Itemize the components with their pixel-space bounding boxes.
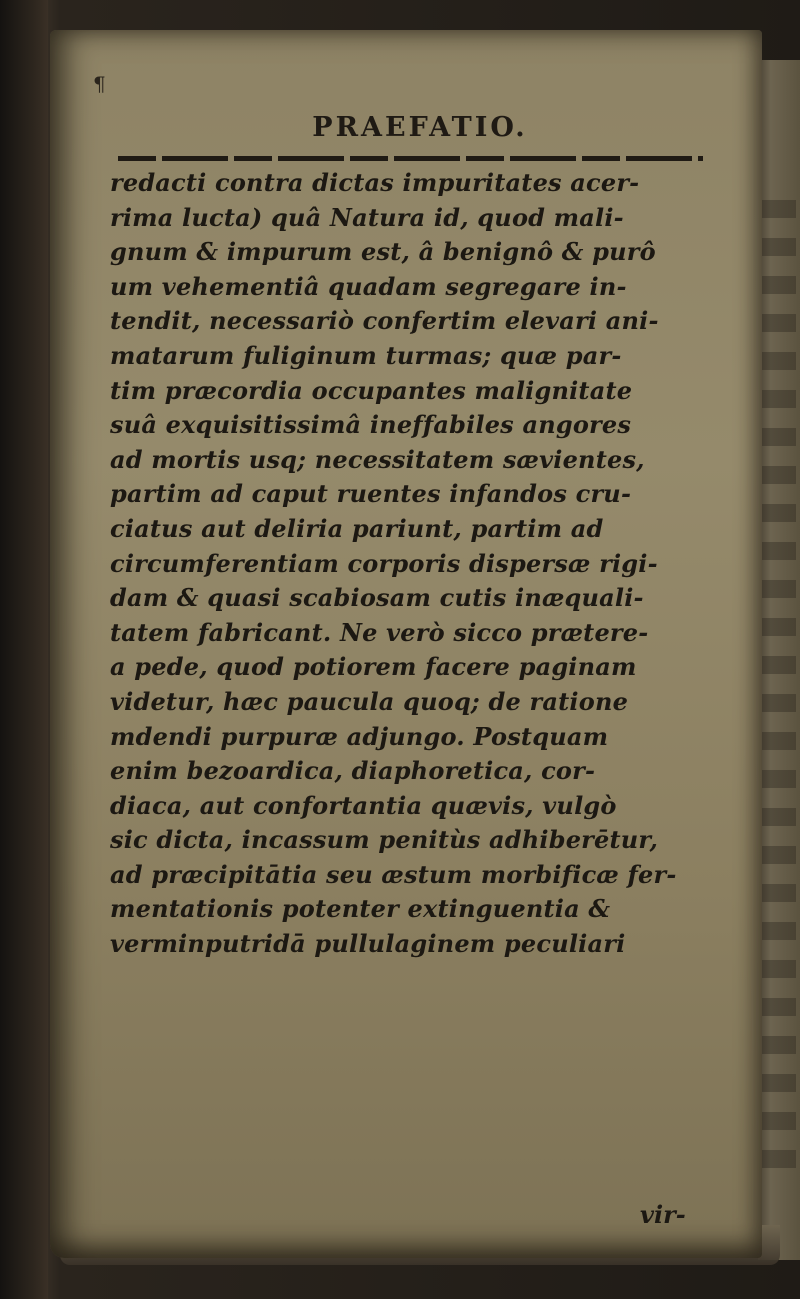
text-line: matarum fuliginum turmas; quæ par- [110,340,622,370]
running-head: PRAEFATIO. [312,112,528,143]
catchword: vir- [640,1200,686,1229]
text-line: um vehementiâ quadam segregare in- [110,271,627,301]
text-line: suâ exquisitissimâ ineffabiles angores [110,410,632,440]
text-line: videtur, hæc paucula quoq; de ratione [110,686,629,716]
text-line: enim bezoardica, diaphoretica, cor- [110,756,596,786]
text-line: rima lucta) quâ Natura id, quod mali- [110,202,624,232]
text-line: partim ad caput ruentes infandos cru- [110,479,632,509]
text-line: gnum & impurum est, â benignô & purô [110,237,656,267]
text-line: mdendi purpuræ adjungo. Postquam [110,721,609,751]
text-line: dam & quasi scabiosam cutis inæquali- [110,583,644,613]
text-line: ad præcipitātia seu æstum morbificæ fer- [110,859,677,889]
head-rule [118,156,703,161]
text-line: tendit, necessariò confertim elevari ani- [110,306,659,336]
book-spine [0,0,48,1299]
text-line: a pede, quod potiorem facere paginam [110,652,637,682]
text-line: verminputridā pullulaginem peculiari [110,929,626,959]
text-line: diaca, aut confortantia quævis, vulgò [110,790,617,820]
text-line: circumferentiam corporis dispersæ rigi- [110,548,658,578]
text-line: redacti contra dictas impuritates acer- [110,168,640,197]
adjacent-page-text-shadow [762,180,796,1180]
body-text [110,166,720,962]
text-line: ad mortis usq; necessitatem sævientes, [110,444,645,474]
text-line: tim præcordia occupantes malignitate [110,375,633,405]
text-line: tatem fabricant. Ne verò sicco prætere- [110,617,649,647]
folio-mark: ¶ [93,72,106,96]
text-line: ciatus aut deliria pariunt, partim ad [110,513,604,543]
text-line: sic dicta, incassum penitùs adhiberētur, [110,825,659,855]
text-line: mentationis potenter extinguentia & [110,894,611,924]
